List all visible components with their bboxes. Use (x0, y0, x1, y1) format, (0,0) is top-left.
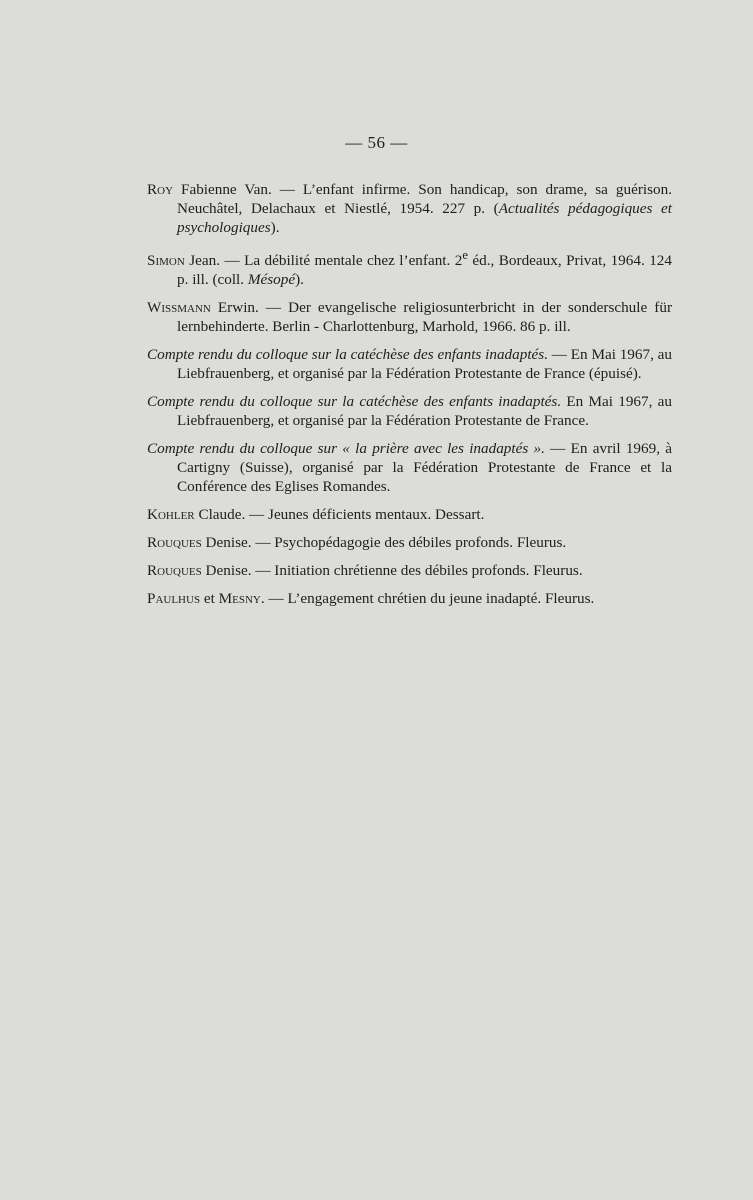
entry-author: Rouques (147, 534, 202, 552)
entry-text: Denise. — Psychopédagogie des débiles profonds. Fleurus. (201, 534, 567, 552)
bibliography-entry-wissmann (147, 298, 672, 336)
entry-text: — En avril 1969, à Cartigny (Suisse), organisé par la Fédération Protestante de France et la Conférence des Eglises Romandes. (177, 440, 672, 496)
page-number: — 56 — (345, 133, 408, 152)
entry-text: En Mai 1967, au Liebfrauenberg, et organisé par la Fédération Protestante de France. (177, 393, 672, 430)
entry-text: Fabienne Van. — L’enfant infirme. Son handicap, son drame, sa guérison. Neuchâtel, Delachaux et Niestlé, 1954. 227 p. ( (173, 181, 672, 217)
entry-series: Actualités pédagogiques et psychologiques (177, 200, 672, 236)
entry-text-end: ). (295, 271, 304, 289)
entry-text: Erwin. — Der evangelische religiosunterbricht in der sonderschule für lernbehinderte. Berlin - Charlottenburg, Marhold, 1966. 86 p. ill. (177, 299, 672, 336)
entry-text: Denise. — Initiation chrétienne des débiles profonds. Fleurus. (201, 562, 583, 580)
entry-text: Jean. — La débilité mentale chez l’enfant. 2 (184, 252, 463, 270)
entry-text: . — L’engagement chrétien du jeune inadapté. Fleurus. (260, 590, 595, 608)
entry-author: Simon (147, 252, 185, 270)
bibliography-entry-colloque-3 (147, 439, 672, 496)
entry-text: — En Mai 1967, au Liebfrauenberg, et organisé par la Fédération Protestante de France (épuisé). (177, 346, 673, 383)
bibliography-list (147, 180, 672, 617)
entry-title: Compte rendu du colloque sur « la prière avec les inadaptés ». (147, 440, 545, 458)
bibliography-entry-paulhus-mesny (147, 589, 672, 608)
bibliography-entry-rouques-1 (147, 533, 672, 552)
entry-author: Paulhus (147, 590, 201, 608)
entry-text-middle: éd., Bordeaux, Privat, 1964. 124 p. ill. (coll. (177, 252, 672, 289)
bibliography-entry-rouques-2 (147, 561, 672, 580)
bibliography-entry-colloque-1 (147, 345, 672, 383)
entry-author: Rouques (147, 562, 202, 580)
entry-author: Roy (147, 181, 174, 198)
entry-author: Wissmann (147, 299, 211, 317)
bibliography-entry-simon (147, 246, 672, 289)
entry-author-2: Mesny (218, 590, 261, 608)
bibliography-entry-roy (147, 180, 672, 237)
entry-conjunction: et (200, 590, 219, 608)
entry-series: Mésopé (247, 271, 296, 289)
entry-text: Claude. — Jeunes déficients mentaux. Dessart. (194, 506, 485, 524)
entry-title: Compte rendu du colloque sur la catéchèse des enfants inadaptés. (147, 346, 548, 364)
bibliography-entry-colloque-2 (147, 392, 672, 430)
entry-superscript: e (462, 248, 468, 262)
entry-title: Compte rendu du colloque sur la catéchèse des enfants inadaptés. (147, 393, 562, 411)
entry-text-end: ). (270, 219, 280, 236)
bibliography-entry-kohler (147, 505, 672, 524)
entry-author: Kohler (147, 506, 195, 524)
